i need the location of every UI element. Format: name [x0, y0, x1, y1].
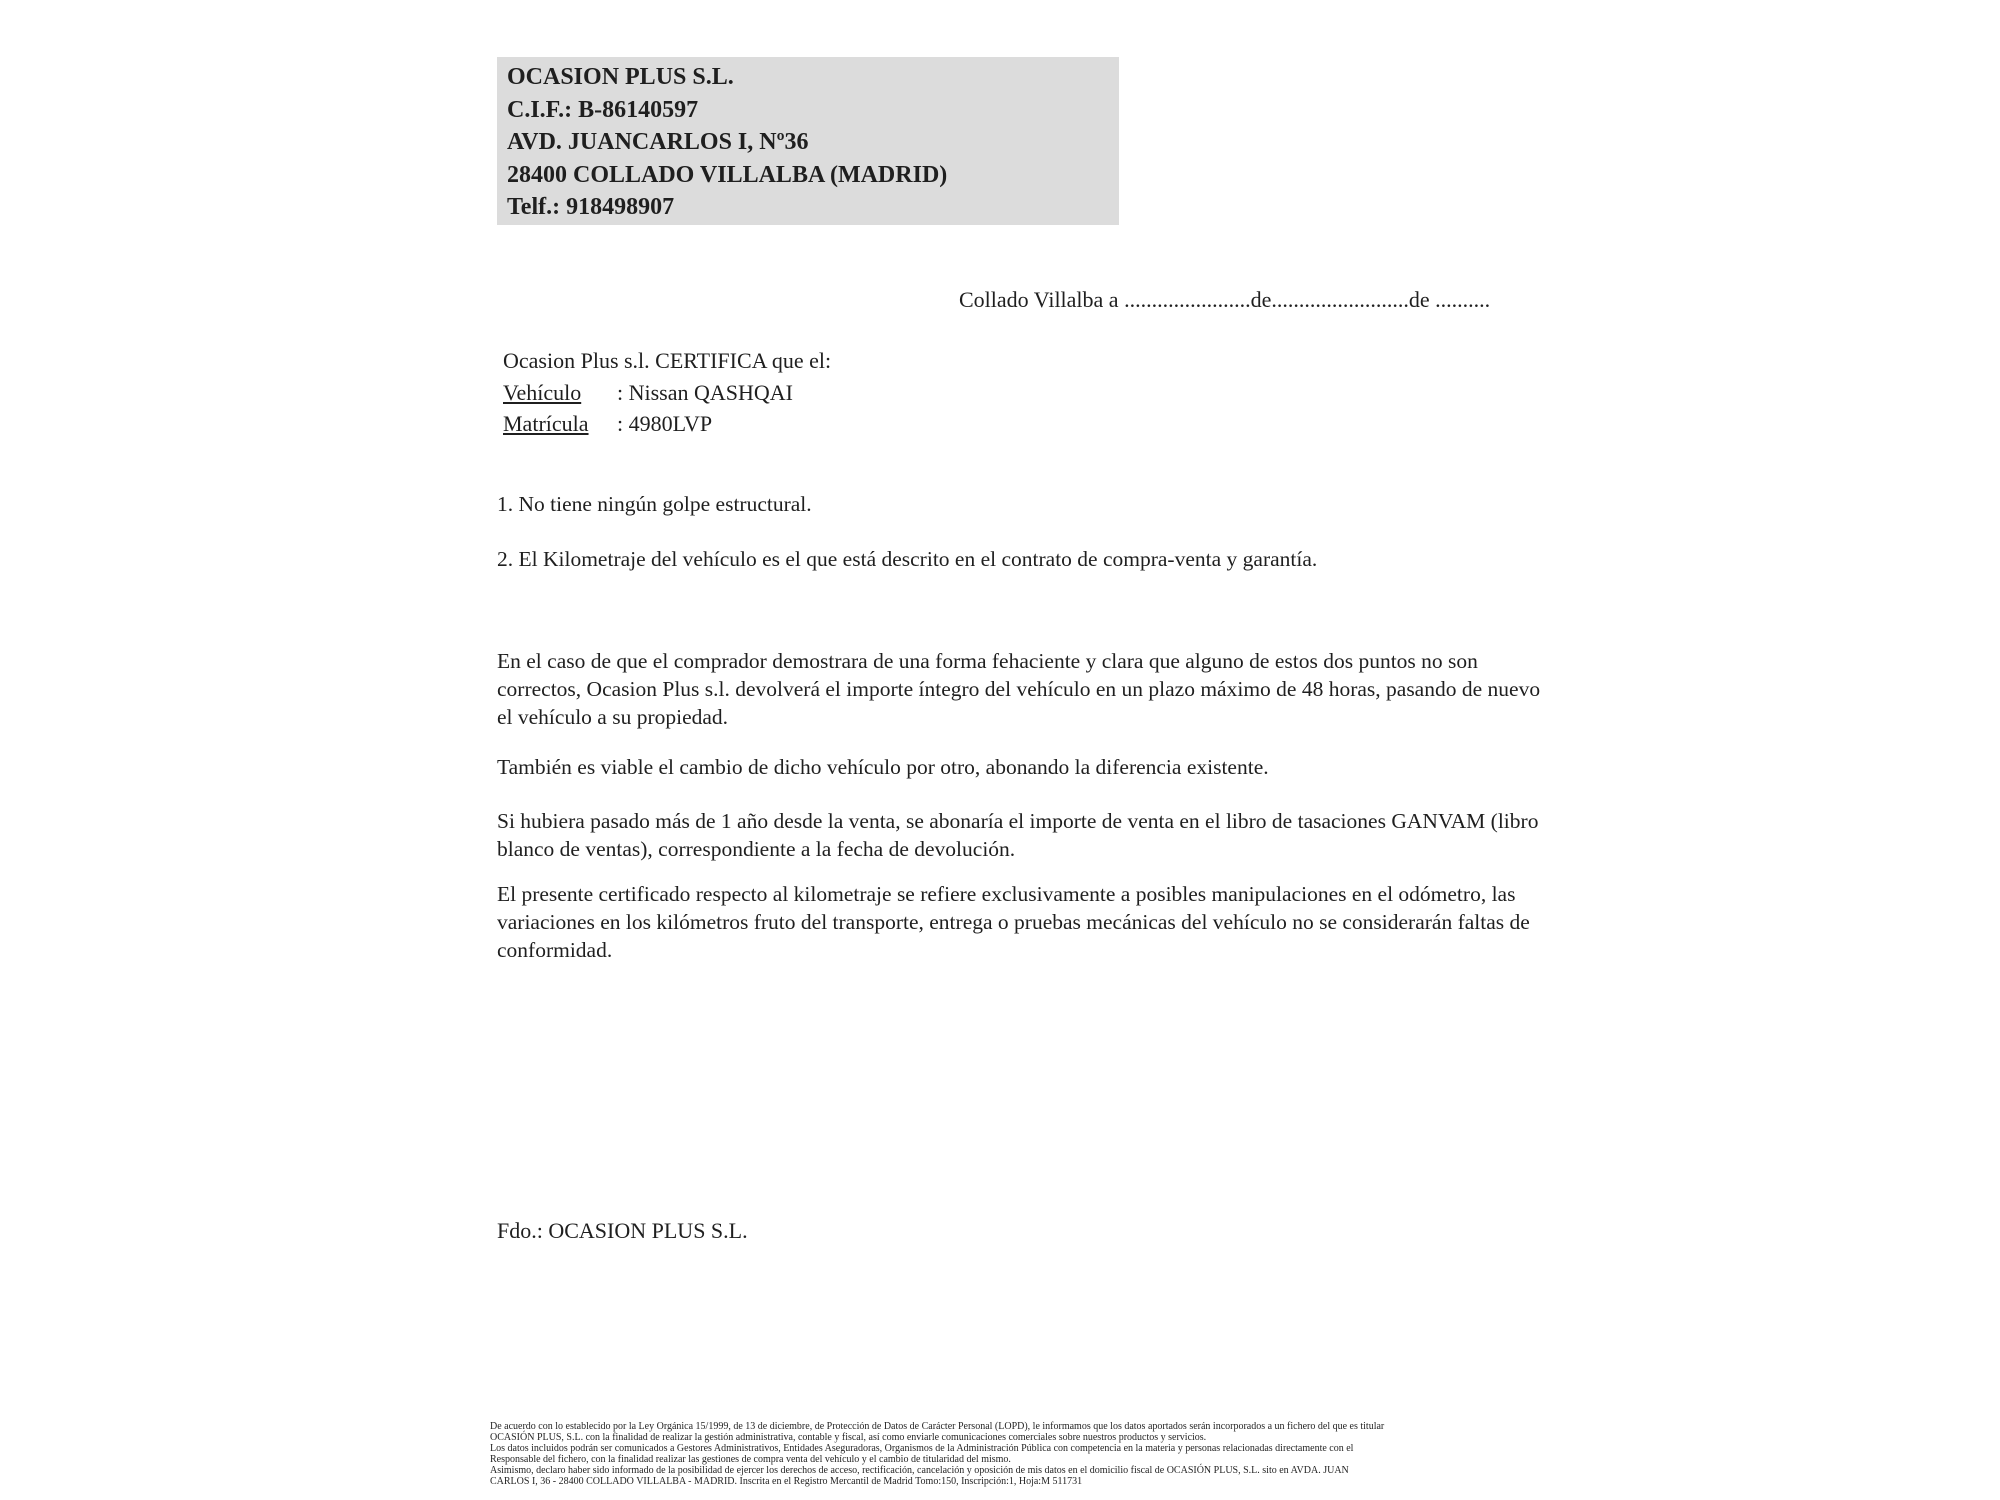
vehicle-label-wrap [503, 377, 617, 409]
company-header-block [497, 57, 1119, 225]
point-2: 2. El Kilometraje del vehículo es el que está descrito en el contrato de compra-venta y garantía. [497, 547, 1318, 571]
vehicle-label: Vehículo [503, 379, 582, 405]
vehicle-row [503, 377, 831, 409]
certificate-details [503, 345, 831, 440]
legal-line-4: Responsable del fichero, con la finalidad realizar las gestiones de compra venta del vehículo y el cambio de titularidad del mismo. [490, 1453, 1011, 1465]
company-phone: Telf.: 918498907 [507, 194, 675, 220]
plate-row [503, 408, 831, 440]
company-cif: C.I.F.: B-86140597 [507, 96, 699, 123]
point-1: 1. No tiene ningún golpe estructural. [497, 492, 812, 516]
legal-footnote [490, 1422, 1384, 1487]
plate-value: : 4980LVP [617, 411, 713, 436]
company-city: 28400 COLLADO VILLALBA (MADRID) [507, 161, 948, 188]
paragraph-exchange: También es viable el cambio de dicho vehículo por otro, abonando la diferencia existente. [497, 755, 1269, 779]
paragraph-refund: En el caso de que el comprador demostrara de una forma fehaciente y clara que alguno de estos dos puntos no son correctos, Ocasion Plus s.l. devolverá el importe íntegro del vehículo en un plazo máximo de 48 horas, pasando de nuevo el vehículo a su propiedad. [497, 649, 1541, 729]
legal-line-1: De acuerdo con lo establecido por la Ley Orgánica 15/1999, de 13 de diciembre, de Protección de Datos de Carácter Personal (LOPD), le informamos que los datos aportados serán incorporados a un fichero del que es titular [490, 1421, 1385, 1432]
legal-line-3: Los datos incluidos podrán ser comunicados a Gestores Administrativos, Entidades Aseguradoras, Organismos de la Administración Pública con competencia en la materia y personas relacionadas directamente con el [490, 1442, 1354, 1454]
legal-line-6: CARLOS I, 36 - 28400 COLLADO VILLALBA - MADRID. Inscrita en el Registro Mercantil de Madrid Tomo:150, Inscripción:1, Hoja:M 511731 [490, 1475, 1083, 1487]
legal-line-5: Asimismo, declaro haber sido informado de la posibilidad de ejercer los derechos de acceso, rectificación, cancelación y oposición de mis datos en el domicilio fiscal de OCASIÓN PLUS, S.L. sito en AVDA. JUAN [490, 1464, 1349, 1476]
date-fill-in-line: Collado Villalba a .......................de.........................de .......... [959, 287, 1491, 312]
vehicle-value: : Nissan QASHQAI [617, 379, 793, 405]
plate-label-wrap [503, 408, 617, 440]
paragraph-odometer: El presente certificado respecto al kilometraje se refiere exclusivamente a posibles manipulaciones en el odómetro, las variaciones en los kilómetros fruto del transporte, entrega o pruebas mecánicas del vehículo no se considerarán faltas de conformidad. [497, 882, 1530, 962]
plate-label: Matrícula [503, 411, 589, 436]
company-address: AVD. JUANCARLOS I, Nº36 [507, 129, 809, 155]
paragraph-ganvam: Si hubiera pasado más de 1 año desde la venta, se abonaría el importe de venta en el libro de tasaciones GANVAM (libro blanco de ventas), correspondiente a la fecha de devolución. [497, 809, 1539, 861]
legal-line-2: OCASIÓN PLUS, S.L. con la finalidad de realizar la gestión administrativa, contable y fiscal, así como enviarle comunicaciones comerciales sobre nuestros productos y servicios. [490, 1431, 1207, 1443]
company-name: OCASION PLUS S.L. [507, 64, 734, 90]
document-body [497, 490, 1542, 964]
certify-intro: Ocasion Plus s.l. CERTIFICA que el: [503, 348, 832, 373]
signature-line: Fdo.: OCASION PLUS S.L. [497, 1218, 748, 1243]
